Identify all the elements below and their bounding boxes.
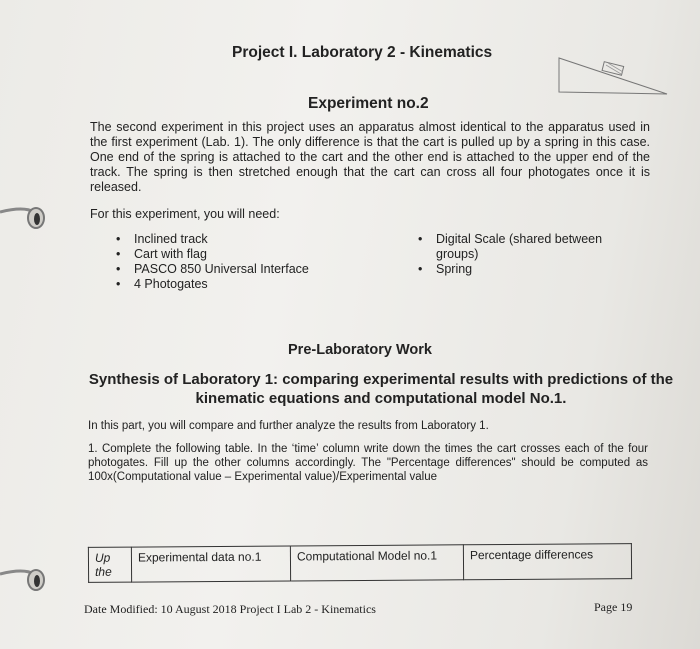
list-item: • Inclined track xyxy=(112,232,362,247)
table-header-cell: Percentage differences xyxy=(463,544,631,580)
synthesis-heading: Synthesis of Laboratory 1: comparing experimental results with predictions of the kinematic equations and computational model No.1. xyxy=(88,371,674,407)
table-header-cell: Computational Model no.1 xyxy=(290,545,463,581)
need-label: For this experiment, you will need: xyxy=(90,207,280,221)
equipment-list-right xyxy=(414,232,624,277)
binder-ring-icon xyxy=(0,198,48,232)
results-table xyxy=(88,543,632,583)
table-row xyxy=(88,544,631,583)
list-item: • Cart with flag xyxy=(112,247,362,262)
table-header-cell: Up the xyxy=(88,547,131,582)
part-text: In this part, you will compare and further analyze the results from Laboratory 1. xyxy=(88,420,489,432)
instruction-text: 1. Complete the following table. In the ‘time’ column write down the times the cart crosses each of the four photogates. Fill up the other columns accordingly. The "Percentage differences" should be computed as 100x(Computational value – Experimental value)/Experimental value xyxy=(88,443,648,483)
table-header-cell: Experimental data no.1 xyxy=(131,546,290,582)
page-number: Page 19 xyxy=(594,600,633,614)
page-title: Project I. Laboratory 2 - Kinematics xyxy=(232,44,493,61)
prelab-heading: Pre-Laboratory Work xyxy=(288,342,432,358)
intro-paragraph: The second experiment in this project uses an apparatus almost identical to the apparatus used in the first experiment (Lab. 1). The only difference is that the cart is pulled up by a spring in this case. One end of the spring is attached to the cart and the other end is attached to the upper end of the track. The spring is then stretched enough that the cart can cross all four photogates once it is released. xyxy=(90,120,650,194)
experiment-heading: Experiment no.2 xyxy=(308,95,429,112)
incline-sketch-icon xyxy=(555,50,670,100)
binder-ring-icon xyxy=(0,560,48,594)
equipment-list-left xyxy=(112,232,362,292)
list-item: • Digital Scale (shared between groups) xyxy=(414,232,624,262)
list-item: • PASCO 850 Universal Interface xyxy=(112,262,362,277)
list-item: • Spring xyxy=(414,262,624,277)
list-item: • 4 Photogates xyxy=(112,277,362,292)
footer-text: Date Modified: 10 August 2018 Project I Lab 2 - Kinematics xyxy=(84,602,376,616)
